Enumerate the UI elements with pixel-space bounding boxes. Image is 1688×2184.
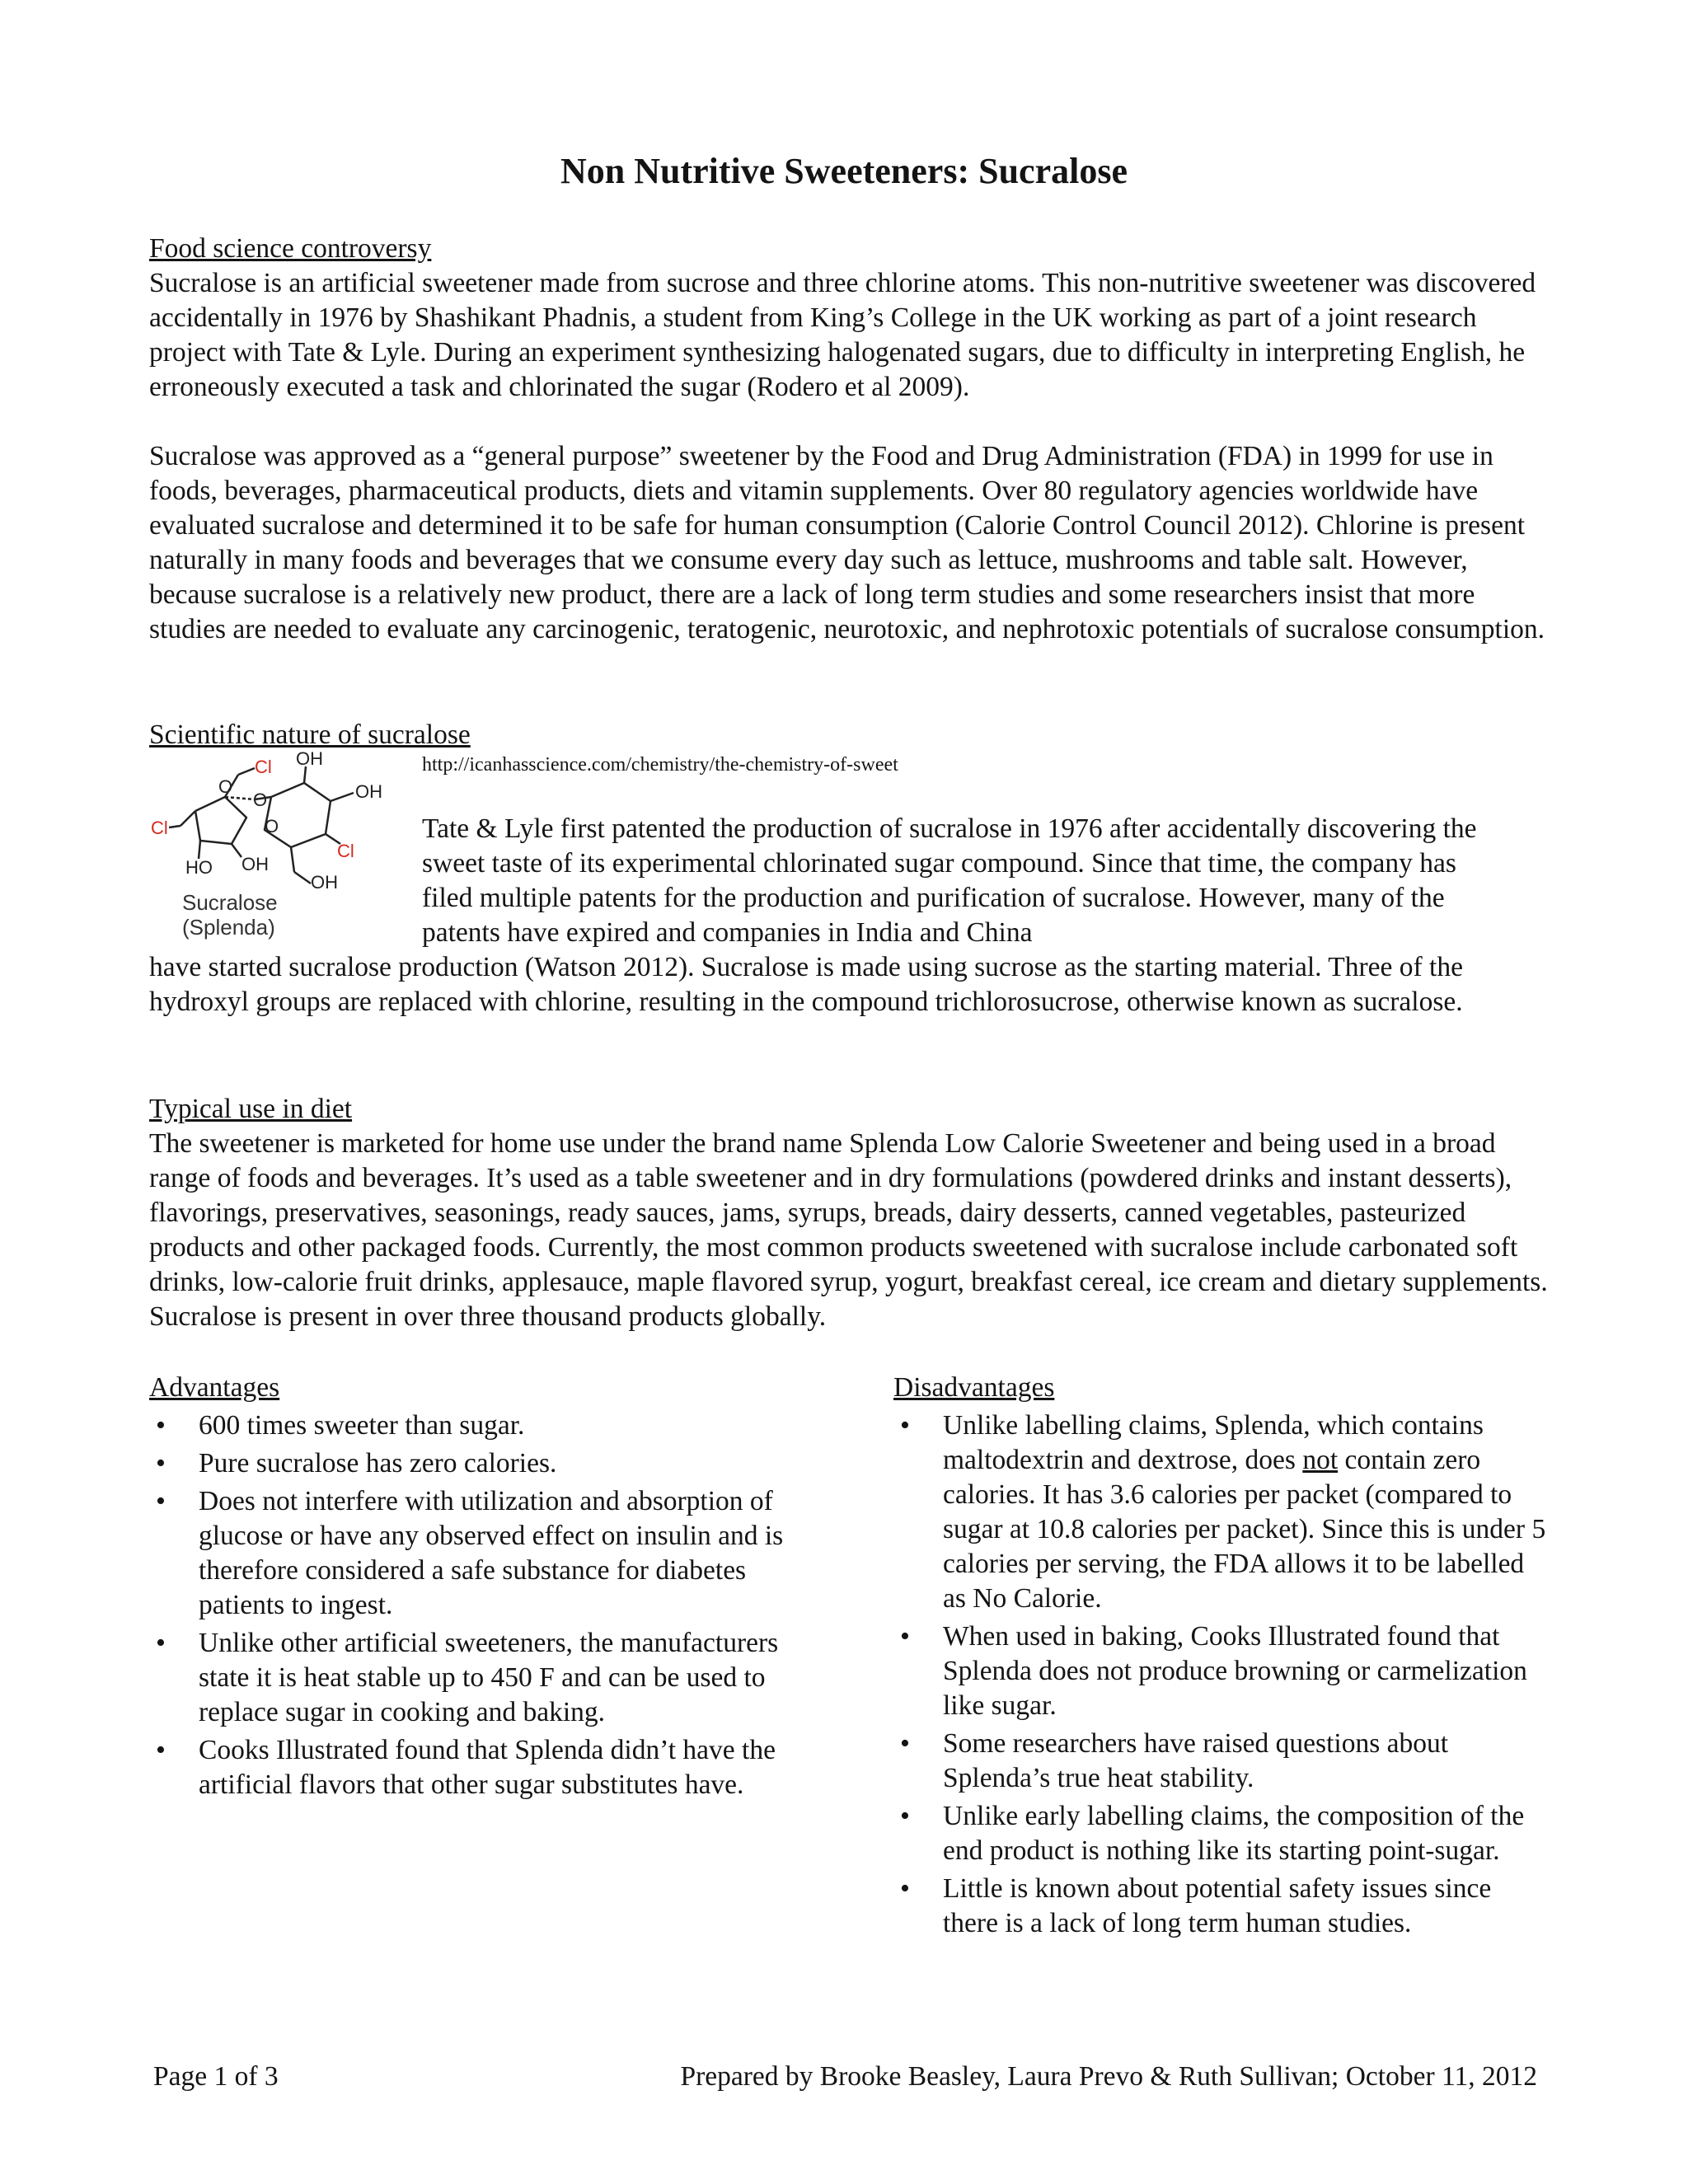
list-item: • When used in baking, Cooks Illustrated found that Splenda does not produce browning or carmelization like sugar. xyxy=(893,1619,1553,1723)
list-item: • Cooks Illustrated found that Splenda didn’t have the artificial flavors that other sugar substitutes have. xyxy=(149,1733,809,1802)
chlorine-label: Cl xyxy=(337,841,354,861)
hydroxyl-label: HO xyxy=(185,857,213,878)
oxygen-label: O xyxy=(253,790,268,810)
section-scientific-nature xyxy=(149,718,1550,752)
page-title: Non Nutritive Sweeteners: Sucralose xyxy=(560,151,1128,191)
oxygen-label: O xyxy=(265,816,279,837)
section-heading: Typical use in diet xyxy=(149,1094,353,1124)
section-heading: Advantages xyxy=(149,1372,280,1403)
section-heading: Scientific nature of sucralose xyxy=(149,719,471,750)
paragraph: Sucralose is an artificial sweetener made from sucrose and three chlorine atoms. This non-nutritive sweetener was discovered accidentally in 1976 by Shashikant Phadnis, a student from King’s College in the UK working as part of a joint research project with Tate & Lyle. During an experiment synthesizing halogenated sugars, due to difficulty in interpreting English, he erroneously executed a task and chlorinated the sugar (Rodero et al 2009). xyxy=(149,268,1536,402)
oxygen-label: O xyxy=(218,776,233,797)
hydroxyl-label: OH xyxy=(241,854,269,874)
paragraph: Sucralose was approved as a “general purpose” sweetener by the Food and Drug Administration (FDA) in 1999 for use in foods, beverages, pharmaceutical products, diets and vitamin supplements. Over 80 regulatory agencies worldwide have evaluated sucralose and determined it to be safe for human consumption (Calorie Control Council 2012). Chlorine is present naturally in many foods and beverages that we consume every day such as lettuce, mushrooms and table salt. However, because sucralose is a relatively new product, there are a lack of long term studies and some researchers insist that more studies are needed to evaluate any carcinogenic, teratogenic, neurotoxic, and nephrotoxic potentials of sucralose consumption. xyxy=(149,441,1545,644)
hydroxyl-label: OH xyxy=(296,752,323,769)
advantages-list xyxy=(149,1408,809,1802)
list-item: • Unlike labelling claims, Splenda, which contains maltodextrin and dextrose, does not contain zero calories. It has 3.6 calories per packet (compared to sugar at 10.8 calories per packet). Since this is under 5 calories per serving, the FDA allows it to be labelled as No Calorie. xyxy=(893,1408,1553,1616)
section-heading: Food science controversy xyxy=(149,233,432,264)
advantages-column xyxy=(149,1371,809,1806)
list-item: • Pure sucralose has zero calories. xyxy=(149,1446,809,1481)
chlorine-label: Cl xyxy=(151,818,168,838)
page-number: Page 1 of 3 xyxy=(153,2061,279,2092)
list-item: • Unlike other artificial sweeteners, the manufacturers state it is heat stable up to 450 F and can be used to replace sugar in cooking and baking. xyxy=(149,1626,809,1730)
figure-caption: Sucralose xyxy=(182,890,278,915)
list-item: • Little is known about potential safety issues since there is a lack of long term human studies. xyxy=(893,1872,1553,1941)
figure-caption: (Splenda) xyxy=(182,915,275,940)
disadvantages-list xyxy=(893,1408,1553,1941)
section-heading: Disadvantages xyxy=(893,1372,1055,1403)
list-item: • Unlike early labelling claims, the composition of the end product is nothing like its starting point-sugar. xyxy=(893,1799,1553,1868)
paragraph: Tate & Lyle first patented the production of sucralose in 1976 after accidentally discovering the sweet taste of its experimental chlorinated sugar compound. Since that time, the company has filed multiple patents for the production and purification of sucralose. However, many of the patents have expired and companies in India and China xyxy=(422,813,1477,948)
list-item: • Does not interfere with utilization and absorption of glucose or have any observed effect on insulin and is therefore considered a safe substance for diabetes patients to ingest. xyxy=(149,1484,809,1623)
section-typical-use xyxy=(149,1092,1550,1334)
sucralose-structure-figure xyxy=(149,752,413,949)
source-url: http://icanhasscience.com/chemistry/the-chemistry-of-sweet xyxy=(422,754,898,776)
paragraph: The sweetener is marketed for home use under the brand name Splenda Low Calorie Sweetener and being used in a broad range of foods and beverages. It’s used as a table sweetener and in dry formulations (powdered drinks and instant desserts), flavorings, preservatives, seasonings, ready sauces, jams, syrups, breads, dairy desserts, canned vegetables, pasteurized products and other packaged foods. Currently, the most common products sweetened with sucralose include carbonated soft drinks, low-calorie fruit drinks, applesauce, maple flavored syrup, yogurt, breakfast cereal, ice cream and dietary supplements. Sucralose is present in over three thousand products globally. xyxy=(149,1128,1548,1332)
chlorine-label: Cl xyxy=(255,757,272,777)
hydroxyl-label: OH xyxy=(355,781,382,802)
list-item: • Some researchers have raised questions about Splenda’s true heat stability. xyxy=(893,1727,1553,1796)
prepared-by: Prepared by Brooke Beasley, Laura Prevo & Ruth Sullivan; October 11, 2012 xyxy=(680,2061,1537,2092)
paragraph: have started sucralose production (Watson 2012). Sucralose is made using sucrose as the starting material. Three of the hydroxyl groups are replaced with chlorine, resulting in the compound trichlorosucrose, otherwise known as sucralose. xyxy=(149,952,1463,1017)
section-food-science xyxy=(149,232,1550,647)
disadvantages-column xyxy=(893,1371,1553,1944)
list-item: • 600 times sweeter than sugar. xyxy=(149,1408,809,1443)
hydroxyl-label: OH xyxy=(311,872,338,893)
